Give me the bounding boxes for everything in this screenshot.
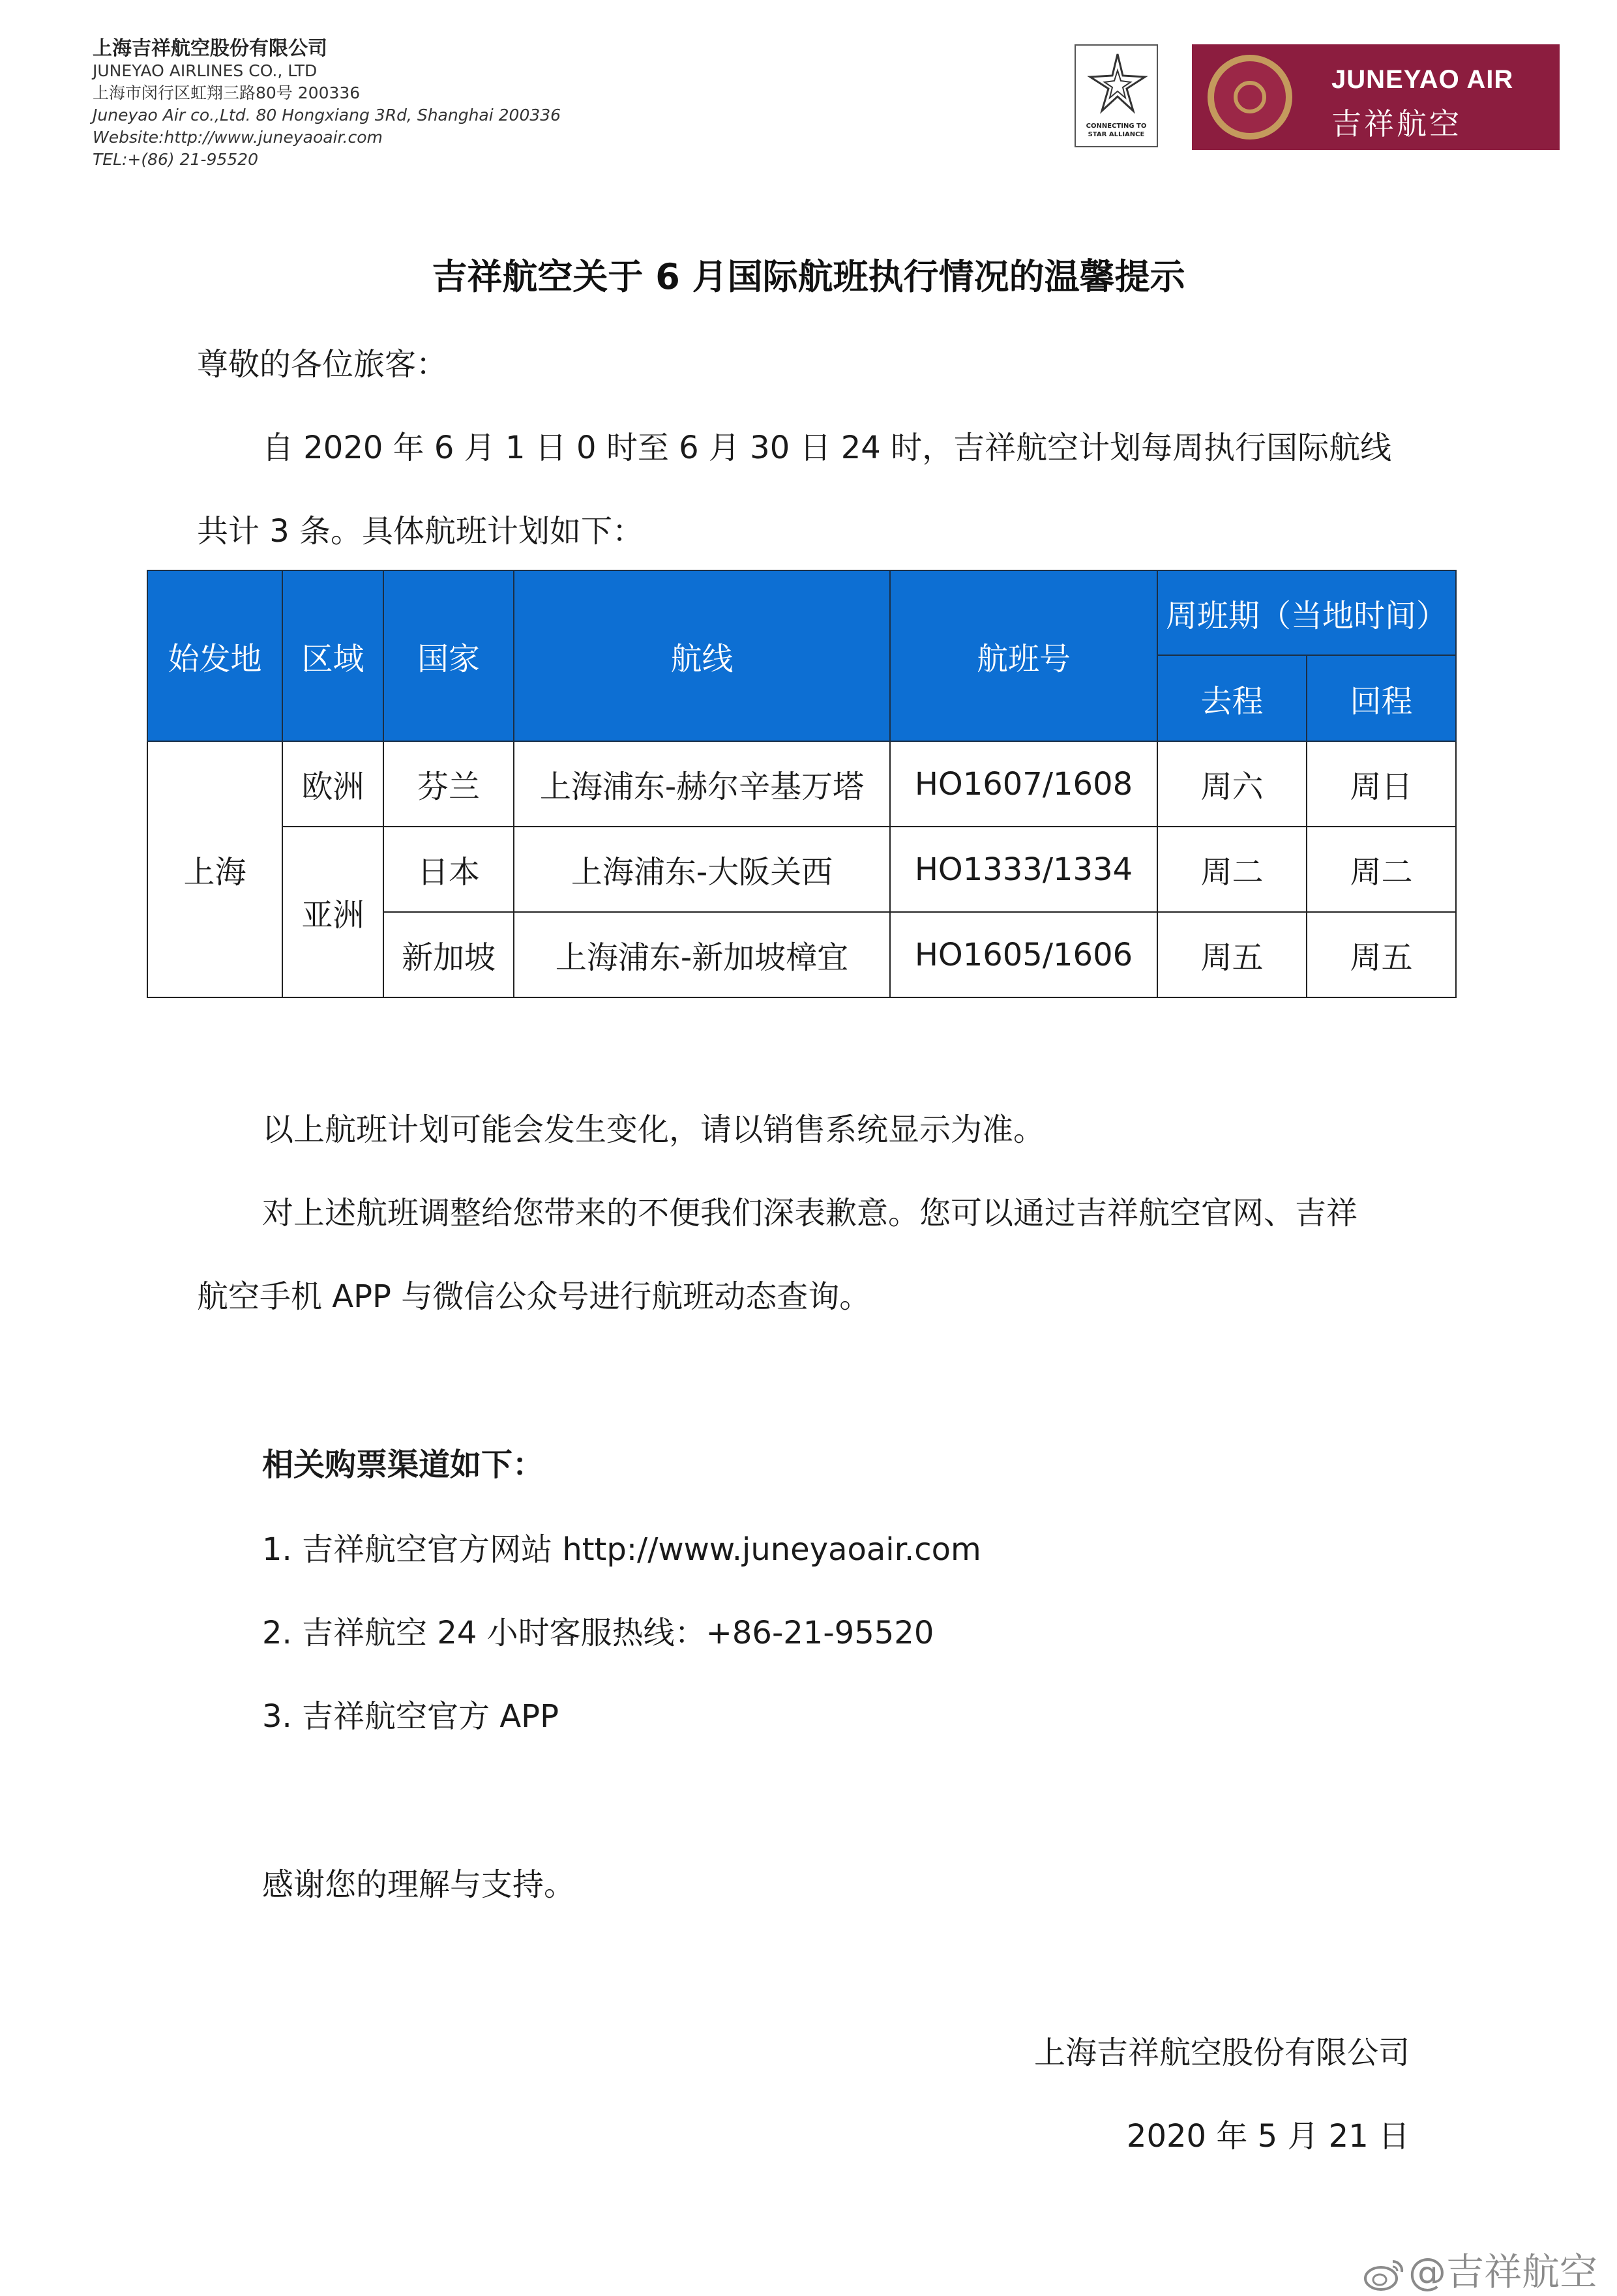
cell-outbound: 周二: [1157, 827, 1307, 912]
table-header-row: [147, 570, 1456, 655]
address-en: Juneyao Air co.,Ltd. 80 Hongxiang 3Rd, Shanghai 200336: [93, 106, 561, 125]
flight-schedule-table: [147, 570, 1457, 998]
schedule-change-note: 以上航班计划可能会发生变化，请以销售系统显示为准。: [262, 1111, 1045, 1148]
star-alliance-line1: CONNECTING TO: [1086, 123, 1147, 130]
cell-flight-number: HO1605/1606: [890, 912, 1157, 997]
cell-route: 上海浦东-大阪关西: [514, 827, 890, 912]
header-weekly-schedule: 周班期（当地时间）: [1157, 570, 1456, 655]
cell-return: 周日: [1307, 741, 1456, 827]
table-row: [147, 741, 1456, 827]
star-alliance-icon: [1085, 51, 1150, 116]
company-name-cn: 上海吉祥航空股份有限公司: [93, 37, 327, 60]
cell-country: 日本: [383, 827, 514, 912]
company-name-en: JUNEYAO AIRLINES CO., LTD: [93, 61, 318, 80]
website: Website:http://www.juneyaoair.com: [93, 128, 383, 147]
apology-line-1: 对上述航班调整给您带来的不便我们深表歉意。您可以通过吉祥航空官网、吉祥: [262, 1195, 1358, 1231]
cell-outbound: 周五: [1157, 912, 1307, 997]
signature-company: 上海吉祥航空股份有限公司: [1033, 2035, 1410, 2071]
thanks-line: 感谢您的理解与支持。: [262, 1866, 576, 1903]
header-country: 国家: [383, 570, 514, 741]
star-alliance-logo: [1075, 44, 1158, 147]
cell-origin: 上海: [147, 741, 282, 997]
juneyao-brand-logo: [1192, 44, 1560, 150]
brand-name-cn: 吉祥航空: [1331, 106, 1462, 141]
cell-country: 新加坡: [383, 912, 514, 997]
header-origin: 始发地: [147, 570, 282, 741]
header-route: 航线: [514, 570, 890, 741]
header-region: 区域: [282, 570, 383, 741]
letterhead: [93, 38, 561, 171]
weibo-icon: [1364, 2258, 1404, 2291]
brand-name-en: JUNEYAO AIR: [1331, 65, 1514, 94]
cell-flight-number: HO1333/1334: [890, 827, 1157, 912]
intro-line-2: 共计 3 条。具体航班计划如下：: [197, 513, 644, 550]
document-title: 吉祥航空关于 6 月国际航班执行情况的温馨提示: [432, 256, 1185, 297]
cell-country: 芬兰: [383, 741, 514, 827]
cell-outbound: 周六: [1157, 741, 1307, 827]
channel-website: 1. 吉祥航空官方网站 http://www.juneyaoair.com: [262, 1531, 981, 1568]
table-row: [147, 827, 1456, 912]
cell-route: 上海浦东-新加坡樟宜: [514, 912, 890, 997]
cell-route: 上海浦东-赫尔辛基万塔: [514, 741, 890, 827]
salutation: 尊敬的各位旅客：: [197, 346, 448, 383]
cell-return: 周五: [1307, 912, 1456, 997]
cell-region-asia: 亚洲: [282, 827, 383, 997]
intro-line-1: 自 2020 年 6 月 1 日 0 时至 6 月 30 日 24 时，吉祥航空计划每周执行国际航线: [262, 430, 1392, 466]
star-alliance-line2: STAR ALLIANCE: [1088, 131, 1145, 138]
address-cn: 上海市闵行区虹翔三路80号 200336: [93, 83, 361, 102]
telephone: TEL:+(86) 21-95520: [93, 150, 258, 169]
apology-line-2: 航空手机 APP 与微信公众号进行航班动态查询。: [197, 1278, 871, 1315]
cell-return: 周二: [1307, 827, 1456, 912]
header-return: 回程: [1307, 655, 1456, 741]
watermark-text: @吉祥航空: [1408, 2250, 1598, 2294]
header-outbound: 去程: [1157, 655, 1307, 741]
cell-region-europe: 欧洲: [282, 741, 383, 827]
channels-heading: 相关购票渠道如下：: [262, 1447, 544, 1483]
weibo-watermark: [1364, 2241, 1597, 2296]
cell-flight-number: HO1607/1608: [890, 741, 1157, 827]
phoenix-emblem-icon: [1208, 55, 1292, 140]
signature-date: 2020 年 5 月 21 日: [1126, 2118, 1410, 2155]
channel-hotline: 2. 吉祥航空 24 小时客服热线：+86-21-95520: [262, 1615, 934, 1651]
channel-app: 3. 吉祥航空官方 APP: [262, 1698, 559, 1735]
header-flight-number: 航班号: [890, 570, 1157, 741]
